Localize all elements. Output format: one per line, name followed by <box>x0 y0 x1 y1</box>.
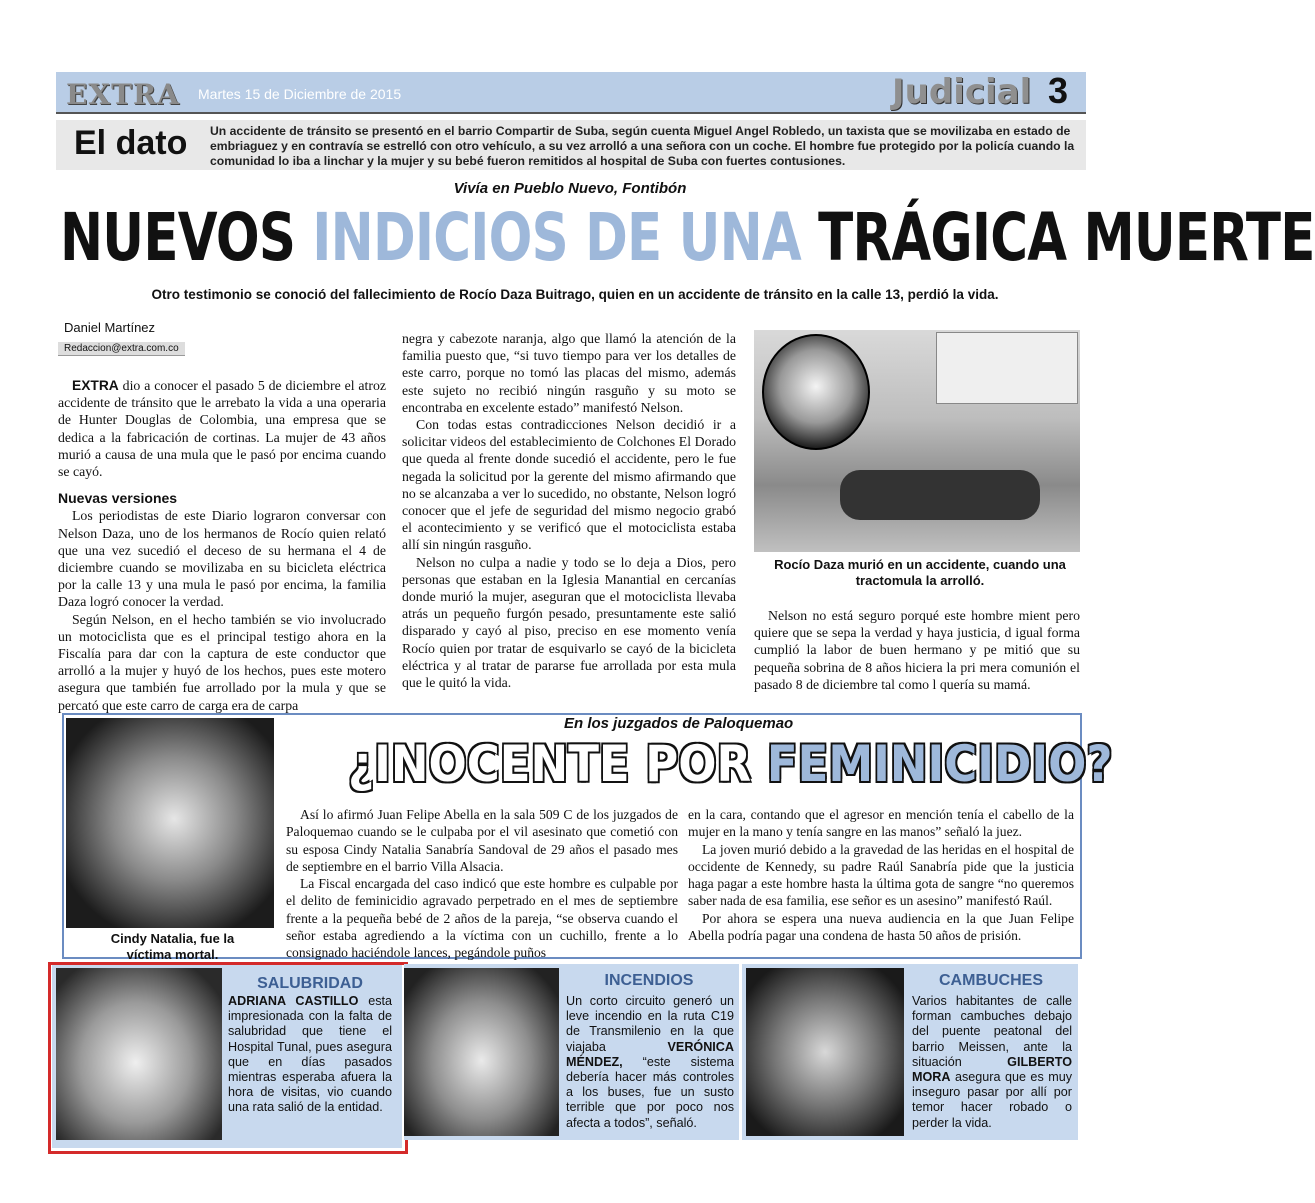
paragraph: Los periodistas de este Diario lograron conversar con Nelson Daza, uno de los hermanos de Rocío quien relató que una vez sucedió el deceso de su hermana el 4 de diciembre cuando se movilizaba en su bicicleta eléctrica por la calle 13 y una mula le pasó por encima, la familia Daza logró conocer la verdad. <box>58 508 386 610</box>
article-kicker: Vivía en Pueblo Nuevo, Fontibón <box>453 180 687 197</box>
paragraph: en la cara, contando que el agresor en mención tenía el cabello de la mujer en la mano y tenía sangre en las manos” señaló la juez. <box>688 807 1074 840</box>
victim-portrait <box>762 334 870 450</box>
lead-word: EXTRA <box>72 378 119 393</box>
article-column-1 <box>58 377 386 714</box>
brief-cambuches-text <box>912 994 1072 1131</box>
paragraph: Así lo afirmó Juan Felipe Abella en la sala 509 C de los juzgados de Paloquemao cuando se le culpaba por el vil asesinato que cometió con su esposa Cindy Natalia Sanabría Sandoval de 29 años el pasado mes de septiembre en el barrio Villa Alsacia. <box>286 807 678 874</box>
second-article-column-2 <box>688 806 1074 944</box>
motorcycle-image <box>840 470 1040 520</box>
brief-person-name: GILBERTO MORA <box>912 1054 1072 1085</box>
publication-date: Martes 15 de Diciembre de 2015 <box>198 86 402 102</box>
paragraph-text: dio a conocer el pasado 5 de diciembre el atroz accidente de tránsito que le arrebato la vida a una operaria de Hunter Douglas de Colombia, una empresa que se dedica a la fabricación de cortinas. La mujer de 43 años murió a causa de una mula que le pasó por encima cuando se cayó. <box>58 378 387 480</box>
newspaper-logo: EXTRA <box>66 78 180 111</box>
victim-photo-caption: Cindy Natalia, fue la víctima mortal. <box>110 931 235 962</box>
brief-body: Varios habitantes de calle forman cambuches debajo del puente peatonal del barrio Meissen, ante la situación <box>912 994 1072 1069</box>
brief-cambuches-title: CAMBUCHES <box>939 972 1043 989</box>
ambulance-image <box>936 332 1078 404</box>
brief-cambuches-photo <box>746 968 904 1136</box>
paragraph: Nelson no está seguro porqué este hombre mient pero quiere que se sepa la verdad y haya justicia, d igual forma cumplió la labor de buen hermano y pe mitió que su pequeña sobrina de 8 años hiciera la pri mera comunión el pasado 8 de diciembre tal como l quería su mamá. <box>754 608 1080 692</box>
section-title: Judicial <box>892 72 1032 112</box>
second-headline-part-1: ¿INOCENTE POR <box>348 735 752 793</box>
page-number: 3 <box>1048 70 1069 111</box>
headline-part-2: INDICIOS DE UNA <box>312 199 801 276</box>
second-headline-part-2: FEMINICIDIO? <box>766 735 1113 793</box>
brief-salubridad-title: SALUBRIDAD <box>257 975 363 992</box>
paragraph: Nelson no culpa a nadie y todo se lo deja a Dios, pero personas que estaban en la Iglesia Manantial en cercanías donde murió la mujer, aseguran que el motociclista llevaba atrás un pequeño furgón pesado, presuntamente este salió disparado y cayó al piso, preciso en ese momento venía Rocío quien por tratar de esquivarlo se cayó de la bicicleta eléctrica y al tratar de pararse fue arrollada por esta mula que le quitó la vida. <box>402 554 736 691</box>
brief-body: “este sistema debería hacer más controles a los buses, fue un susto terrible que por poco nos afecta a todos”, señaló. <box>566 1054 734 1130</box>
highlight-box <box>48 962 408 1154</box>
paragraph: Según Nelson, en el hecho también se vio involucrado un motociclista que es el principal testigo ahora en la Fiscalía para dar con la captura de este conductor que arrolló a la mujer y huyó de los hechos, pues este motero asegura que también fue arrollado por la mula y que se percató que este carro de carga era de carpa <box>58 611 386 713</box>
brief-body: esta impresionada con la falta de salubridad que tiene el Hospital Tunal, pues asegura que en días pasados mientras esperaba afuera la hora de visitas, vio cuando una rata salió de la entidad. <box>228 994 392 1115</box>
author-byline: Daniel Martínez <box>64 320 156 335</box>
paragraph: Con todas estas contradicciones Nelson decidió ir a solicitar videos del establecimiento de Colchones El Dorado que queda al frente donde sucedió el accidente, pero le fue negada la solicitud por la gerente del mismo afirmando que no se alcanzaba a ver lo sucedido, no obstante, Nelson logró conocer que el jefe de seguridad del mismo negocio grabó el acontecimiento y se verificó que el motociclista estaba allí sin ningún rasguño. <box>402 417 736 553</box>
brief-body: Un corto circuito generó un leve incendio en la ruta C19 de Transmilenio en la que viajaba <box>566 994 734 1054</box>
el-dato-label: El dato <box>74 124 188 162</box>
second-article-column-1 <box>286 806 678 962</box>
section-subtitle: Nuevas versiones <box>58 490 178 507</box>
article-column-2 <box>402 330 736 691</box>
paragraph: La Fiscal encargada del caso indicó que este hombre es culpable por el delito de feminicidio agravado perpetrado en el mes de septiembre frente a la pequeña bebé de 2 años de la pareja, “se observa cuando el señor estaba agrediendo a la víctima con un cuchillo, frente a lo consignado haciéndole lances, pegándole puños <box>286 876 678 961</box>
paragraph <box>58 377 386 480</box>
second-article-kicker: En los juzgados de Paloquemao <box>564 715 794 732</box>
second-headline <box>348 734 1113 794</box>
brief-incendios-text <box>566 994 734 1131</box>
photo-caption: Rocío Daza murió en un accidente, cuando una tractomula la arrolló. <box>774 557 1066 588</box>
headline-part-3: TRÁGICA MUERTE <box>818 199 1315 276</box>
brief-person-name: VERÓNICA MÉNDEZ, <box>566 1039 734 1069</box>
paragraph: La joven murió debido a la gravedad de las heridas en el hospital de occidente de Kennedy, su padre Raúl Sanabría pide que la justicia haga pagar a este hombre hasta la última gota de sangre “no queremos saber nada de esa familia, ese señor es un asesino” manifestó Raúl. <box>688 841 1074 909</box>
article-column-3 <box>754 607 1080 693</box>
brief-incendios-title: INCENDIOS <box>604 972 694 989</box>
paragraph: Por ahora se espera una nueva audiencia en la que Juan Felipe Abella podría pagar una condena de hasta 50 años de prisión. <box>688 910 1074 944</box>
author-email: Redaccion@extra.com.co <box>58 342 185 356</box>
main-headline <box>60 198 1315 278</box>
brief-person-name: ADRIANA CASTILLO <box>228 994 359 1008</box>
brief-body: asegura que es muy inseguro pasar por allí por temor hacer robado o perder la vida. <box>912 1070 1072 1130</box>
brief-incendios-photo <box>404 968 559 1136</box>
el-dato-text: Un accidente de tránsito se presentó en el barrio Compartir de Suba, según cuenta Miguel Angel Robledo, un taxista que se movilizaba en estado de embriaguez y en contravía se estrelló con otro vehículo, a su vez arrolló a una señora con un coche. El hombre fue protegido por la policía cuando la comunidad lo iba a linchar y la mujer y su bebé fueron remitidos al hospital de Suba con fuertes contusiones. <box>210 124 1075 168</box>
headline-part-1: NUEVOS <box>60 199 296 276</box>
victim-photo <box>66 718 274 928</box>
paragraph: negra y cabezote naranja, algo que llamó la atención de la familia puesto que, “si tuvo tiempo para ver los detalles de este carro, porque no tomó las placas del mismo, además este sujeto no recibió ningún rasguño y su moto se encontraba en excelente estado” manifestó Nelson. <box>402 331 736 415</box>
article-subhead: Otro testimonio se conoció del fallecimiento de Rocío Daza Buitrago, quien en un accidente de tránsito en la calle 13, perdió la vida. <box>151 287 999 302</box>
